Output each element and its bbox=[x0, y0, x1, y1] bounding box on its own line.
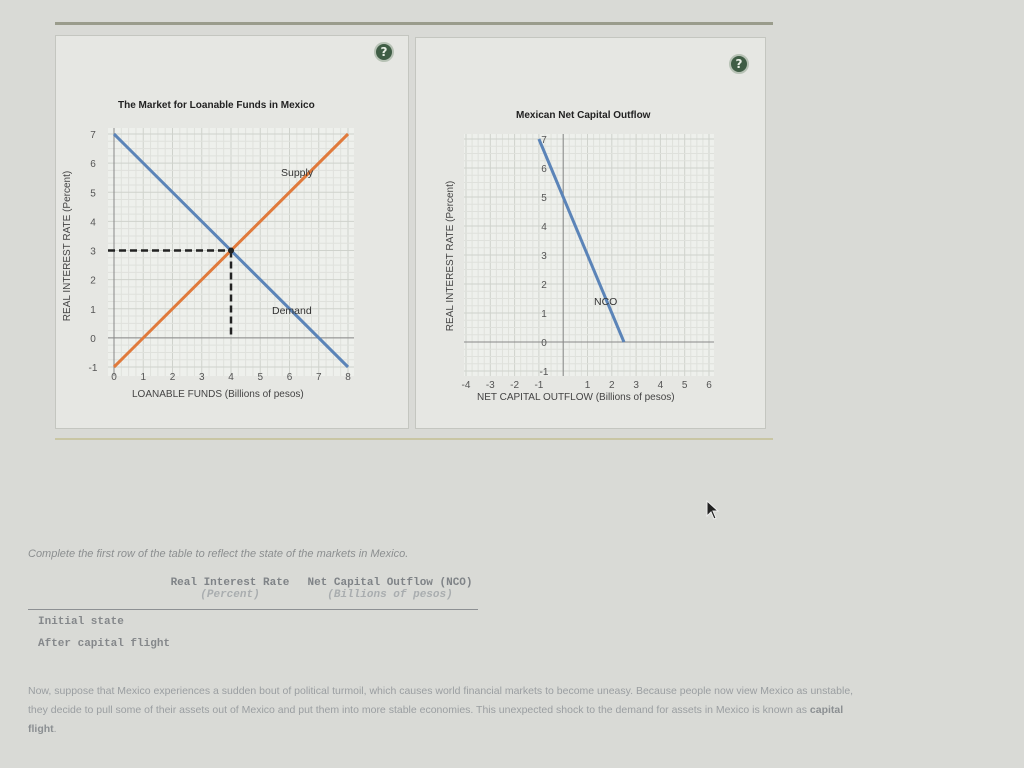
x-tick-label: -4 bbox=[461, 380, 471, 391]
x-tick-label: -1 bbox=[534, 380, 544, 391]
capital-flight-term: capital flight bbox=[28, 704, 844, 735]
header-unit: (Billions of pesos) bbox=[327, 589, 453, 601]
x-tick-label: 3 bbox=[198, 372, 205, 383]
x-tick-label: 2 bbox=[169, 372, 176, 383]
y-tick-label: 3 bbox=[90, 246, 96, 258]
instruction-text: Complete the first row of the table to reflect the state of the markets in Mexico. bbox=[28, 548, 409, 560]
scenario-paragraph: Now, suppose that Mexico experiences a sudden bout of political turmoil, which causes world financial markets to become uneasy. Because people now view Mexico as unstable, they decide to pull some of their assets out of Mexico and put them into more stable economies. This unexpected shock to the demand for assets in Mexico is known as capital flight. bbox=[28, 685, 854, 735]
x-tick-label: 0 bbox=[111, 372, 117, 383]
x-tick-label: 7 bbox=[315, 372, 322, 383]
x-tick-label: 3 bbox=[633, 380, 639, 391]
table-header-nco bbox=[302, 577, 478, 601]
mouse-cursor-icon bbox=[706, 500, 720, 520]
y-axis-label: REAL INTEREST RATE (Percent) bbox=[445, 180, 456, 332]
header-unit: (Percent) bbox=[200, 589, 260, 601]
y-tick-label: -1 bbox=[88, 363, 98, 374]
table-header-interest-rate bbox=[160, 577, 300, 601]
section-divider bbox=[55, 438, 773, 440]
y-tick-label: 0 bbox=[541, 338, 547, 349]
top-divider bbox=[55, 22, 773, 25]
loanable-funds-panel bbox=[55, 35, 409, 429]
x-tick-label: 2 bbox=[609, 380, 615, 391]
chart-title: The Market for Loanable Funds in Mexico bbox=[118, 100, 315, 111]
x-tick-label: 5 bbox=[257, 372, 264, 383]
x-tick-label: -2 bbox=[510, 380, 520, 391]
nco-chart bbox=[416, 38, 765, 428]
y-tick-label: 7 bbox=[541, 135, 547, 146]
y-tick-label: 1 bbox=[541, 309, 547, 320]
x-tick-label: 4 bbox=[228, 372, 234, 383]
chart-title: Mexican Net Capital Outflow bbox=[516, 110, 651, 121]
y-tick-label: 6 bbox=[541, 164, 547, 175]
y-tick-label: 0 bbox=[90, 333, 96, 345]
y-tick-label: -1 bbox=[539, 367, 549, 378]
loanable-funds-chart bbox=[56, 36, 408, 428]
x-tick-label: 8 bbox=[345, 372, 351, 383]
y-tick-label: 5 bbox=[90, 188, 96, 200]
x-tick-label: 4 bbox=[657, 380, 664, 391]
header-title: Real Interest Rate bbox=[170, 577, 290, 589]
help-button-nco[interactable]: ? bbox=[729, 54, 749, 74]
row-label-after: After capital flight bbox=[38, 638, 171, 650]
paragraph-text: Now, suppose that Mexico experiences a sudden bout of political turmoil, which causes world financial markets to become uneasy. Because people now view Mexico as unstable, they decide to pull some of their assets out of Mexico and put them into more stable economies. This unexpected shock to the demand for assets in Mexico is known as bbox=[28, 685, 854, 716]
row-label-initial: Initial state bbox=[38, 616, 124, 628]
x-tick-label: 1 bbox=[584, 380, 591, 391]
series-label: Supply bbox=[281, 167, 314, 179]
y-tick-label: 4 bbox=[90, 217, 96, 229]
x-tick-label: 6 bbox=[286, 372, 293, 383]
header-title: Net Capital Outflow (NCO) bbox=[307, 577, 473, 589]
y-tick-label: 7 bbox=[90, 130, 96, 141]
y-tick-label: 4 bbox=[541, 222, 547, 233]
x-tick-label: 5 bbox=[681, 380, 688, 391]
y-tick-label: 1 bbox=[90, 304, 96, 316]
x-axis-label: NET CAPITAL OUTFLOW (Billions of pesos) bbox=[477, 392, 675, 403]
y-tick-label: 6 bbox=[90, 159, 96, 171]
x-axis-label: LOANABLE FUNDS (Billions of pesos) bbox=[132, 389, 304, 400]
help-button-loanable[interactable]: ? bbox=[374, 42, 394, 62]
series-label: NCO bbox=[594, 296, 618, 308]
x-tick-label: 1 bbox=[140, 372, 147, 383]
y-axis-label: REAL INTEREST RATE (Percent) bbox=[62, 170, 73, 322]
y-tick-label: 2 bbox=[90, 275, 96, 287]
y-tick-label: 3 bbox=[541, 251, 547, 262]
x-tick-label: -3 bbox=[485, 380, 495, 391]
equilibrium-point bbox=[228, 248, 234, 254]
y-tick-label: 2 bbox=[541, 280, 547, 291]
y-tick-label: 5 bbox=[541, 193, 547, 204]
nco-panel bbox=[415, 37, 766, 429]
series-label: Demand bbox=[272, 305, 312, 317]
table-rule bbox=[28, 609, 478, 610]
x-tick-label: 6 bbox=[706, 380, 712, 391]
